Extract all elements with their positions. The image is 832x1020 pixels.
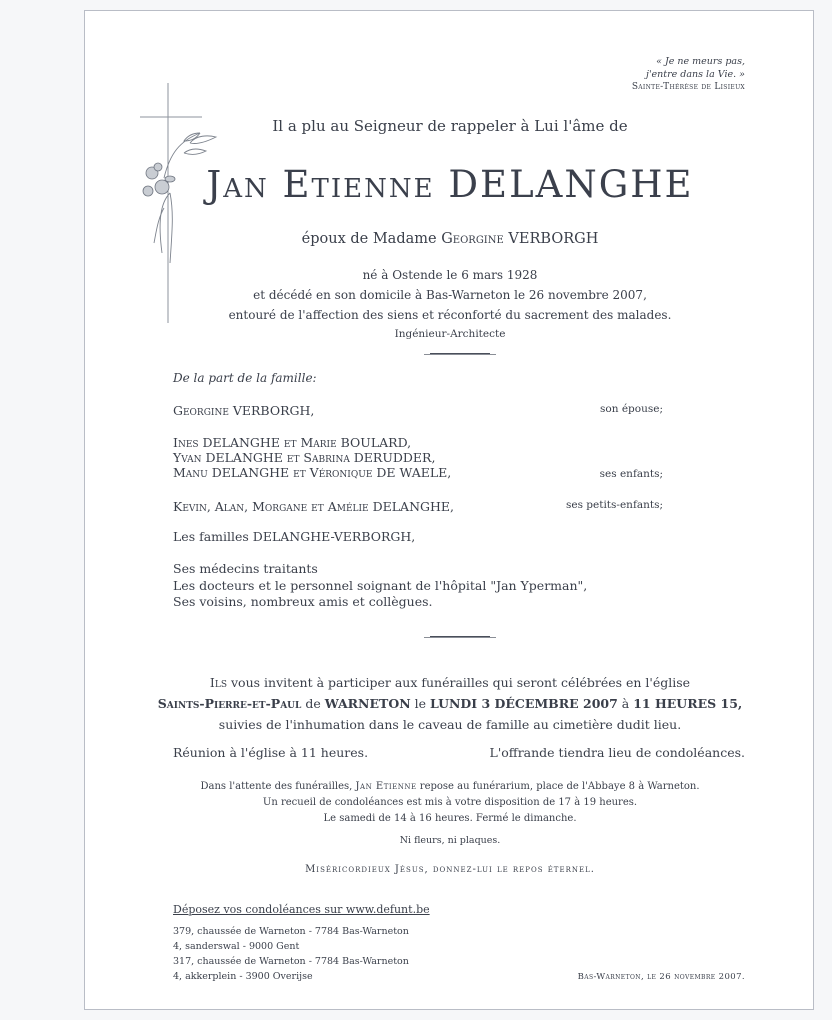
child-line: Manu DELANGHE et Véronique DE WAELE, [173, 465, 452, 480]
family-others [173, 561, 587, 611]
spouse-last-name: VERBORGH [508, 231, 599, 247]
invite-de: de [301, 696, 325, 711]
child-line: Ines DELANGHE et Marie BOULARD, [173, 435, 412, 450]
profession: Ingénieur-Architecte [394, 328, 506, 340]
child-line: Yvan DELANGHE et Sabrina DERUDDER, [173, 450, 436, 465]
quote-line-2: j'entre dans la Vie. » [646, 69, 745, 80]
funerarium-line-3: Le samedi de 14 à 16 heures. Fermé le dimanche. [323, 813, 577, 824]
grandchildren-relation: ses petits-enfants; [565, 499, 663, 511]
wife-relation: son épouse; [600, 403, 663, 415]
town-name: WARNETON [324, 696, 411, 711]
grandchildren-names: Kevin, Alan, Morgane et Amélie DELANGHE, [173, 499, 455, 514]
surrounded-line: entouré de l'affection des siens et réconforté du sacrement des malades. [228, 308, 672, 322]
deceased-first-names: Jan Etienne [206, 163, 435, 206]
others-line: Ses voisins, nombreux amis et collègues. [173, 594, 433, 609]
address-list [173, 924, 409, 984]
divider-middle [430, 636, 490, 638]
spouse-prefix: époux de Madame [301, 231, 437, 247]
family-wife [173, 403, 733, 418]
prayer-line: Miséricordieux Jésus, donnez-lui le repos éternel. [305, 864, 595, 875]
divider-top [430, 353, 490, 355]
children-relation: ses enfants; [599, 468, 663, 480]
deceased-name [85, 163, 815, 206]
funerarium-name: Jan Etienne [355, 781, 417, 792]
invite-line-3: suivies de l'inhumation dans le caveau de famille au cimetière dudit lieu. [218, 717, 682, 732]
quote-author: Sainte-Thérèse de Lisieux [631, 82, 745, 92]
invite-rest: vous invitent à participer aux funérailles qui seront célébrées en l'église [227, 675, 691, 690]
invite-line-1 [85, 672, 815, 693]
condolences-link[interactable]: Déposez vos condoléances sur www.defunt.be [173, 903, 430, 916]
deceased-surname: DELANGHE [448, 163, 694, 206]
offering-note: L'offrande tiendra lieu de condoléances. [489, 745, 745, 760]
family-label: De la part de la famille: [173, 371, 317, 385]
invite-lead: Ils [209, 675, 228, 690]
funerarium-post: repose au funérarium, place de l'Abbaye 8 à Warneton. [419, 781, 700, 792]
reunion-note: Réunion à l'église à 11 heures. [173, 745, 369, 760]
spouse-first-name: Georgine [441, 231, 504, 247]
invite-line-2 [85, 693, 815, 714]
obituary-card [84, 10, 814, 1010]
birth-line: né à Ostende le 6 mars 1928 [362, 268, 538, 282]
address-item: 379, chaussée de Warneton - 7784 Bas-Warneton [173, 926, 409, 937]
funerarium-pre: Dans l'attente des funérailles, [200, 781, 353, 792]
invite-le: le [410, 696, 430, 711]
funeral-time: 11 HEURES 15, [633, 696, 743, 711]
funerarium-line-2: Un recueil de condoléances est mis à votre disposition de 17 à 19 heures. [262, 797, 638, 808]
others-line: Les docteurs et le personnel soignant de l'hôpital "Jan Yperman", [173, 577, 588, 593]
family-grandchildren [173, 499, 733, 514]
wife-name: Georgine VERBORGH, [173, 403, 315, 418]
funeral-invitation [85, 672, 815, 735]
funerarium-line-1 [85, 779, 815, 795]
no-flowers-note: Ni fleurs, ni plaques. [399, 835, 501, 846]
quote-line-1: « Je ne meurs pas, [656, 56, 745, 67]
funerarium-info [85, 779, 815, 827]
death-line: et décédé en son domicile à Bas-Warneton le 26 novembre 2007, [253, 288, 647, 302]
address-item: 4, sanderswal - 9000 Gent [173, 941, 300, 952]
biography [85, 265, 815, 325]
address-item: 317, chaussée de Warneton - 7784 Bas-Warneton [173, 956, 409, 967]
family-children [173, 435, 733, 480]
epigraph-quote [632, 55, 745, 94]
place-date: Bas-Warneton, le 26 novembre 2007. [577, 972, 745, 982]
invite-a: à [617, 696, 634, 711]
spouse-line [85, 231, 815, 247]
family-households: Les familles DELANGHE-VERBORGH, [173, 529, 416, 544]
intro-line: Il a plu au Seigneur de rappeler à Lui l'âme de [272, 117, 628, 135]
address-item: 4, akkerplein - 3900 Overijse [173, 971, 313, 982]
funeral-date: LUNDI 3 DÉCEMBRE 2007 [429, 696, 618, 711]
church-name: Saints-Pierre-et-Paul [157, 696, 302, 711]
others-line: Ses médecins traitants [173, 561, 318, 576]
